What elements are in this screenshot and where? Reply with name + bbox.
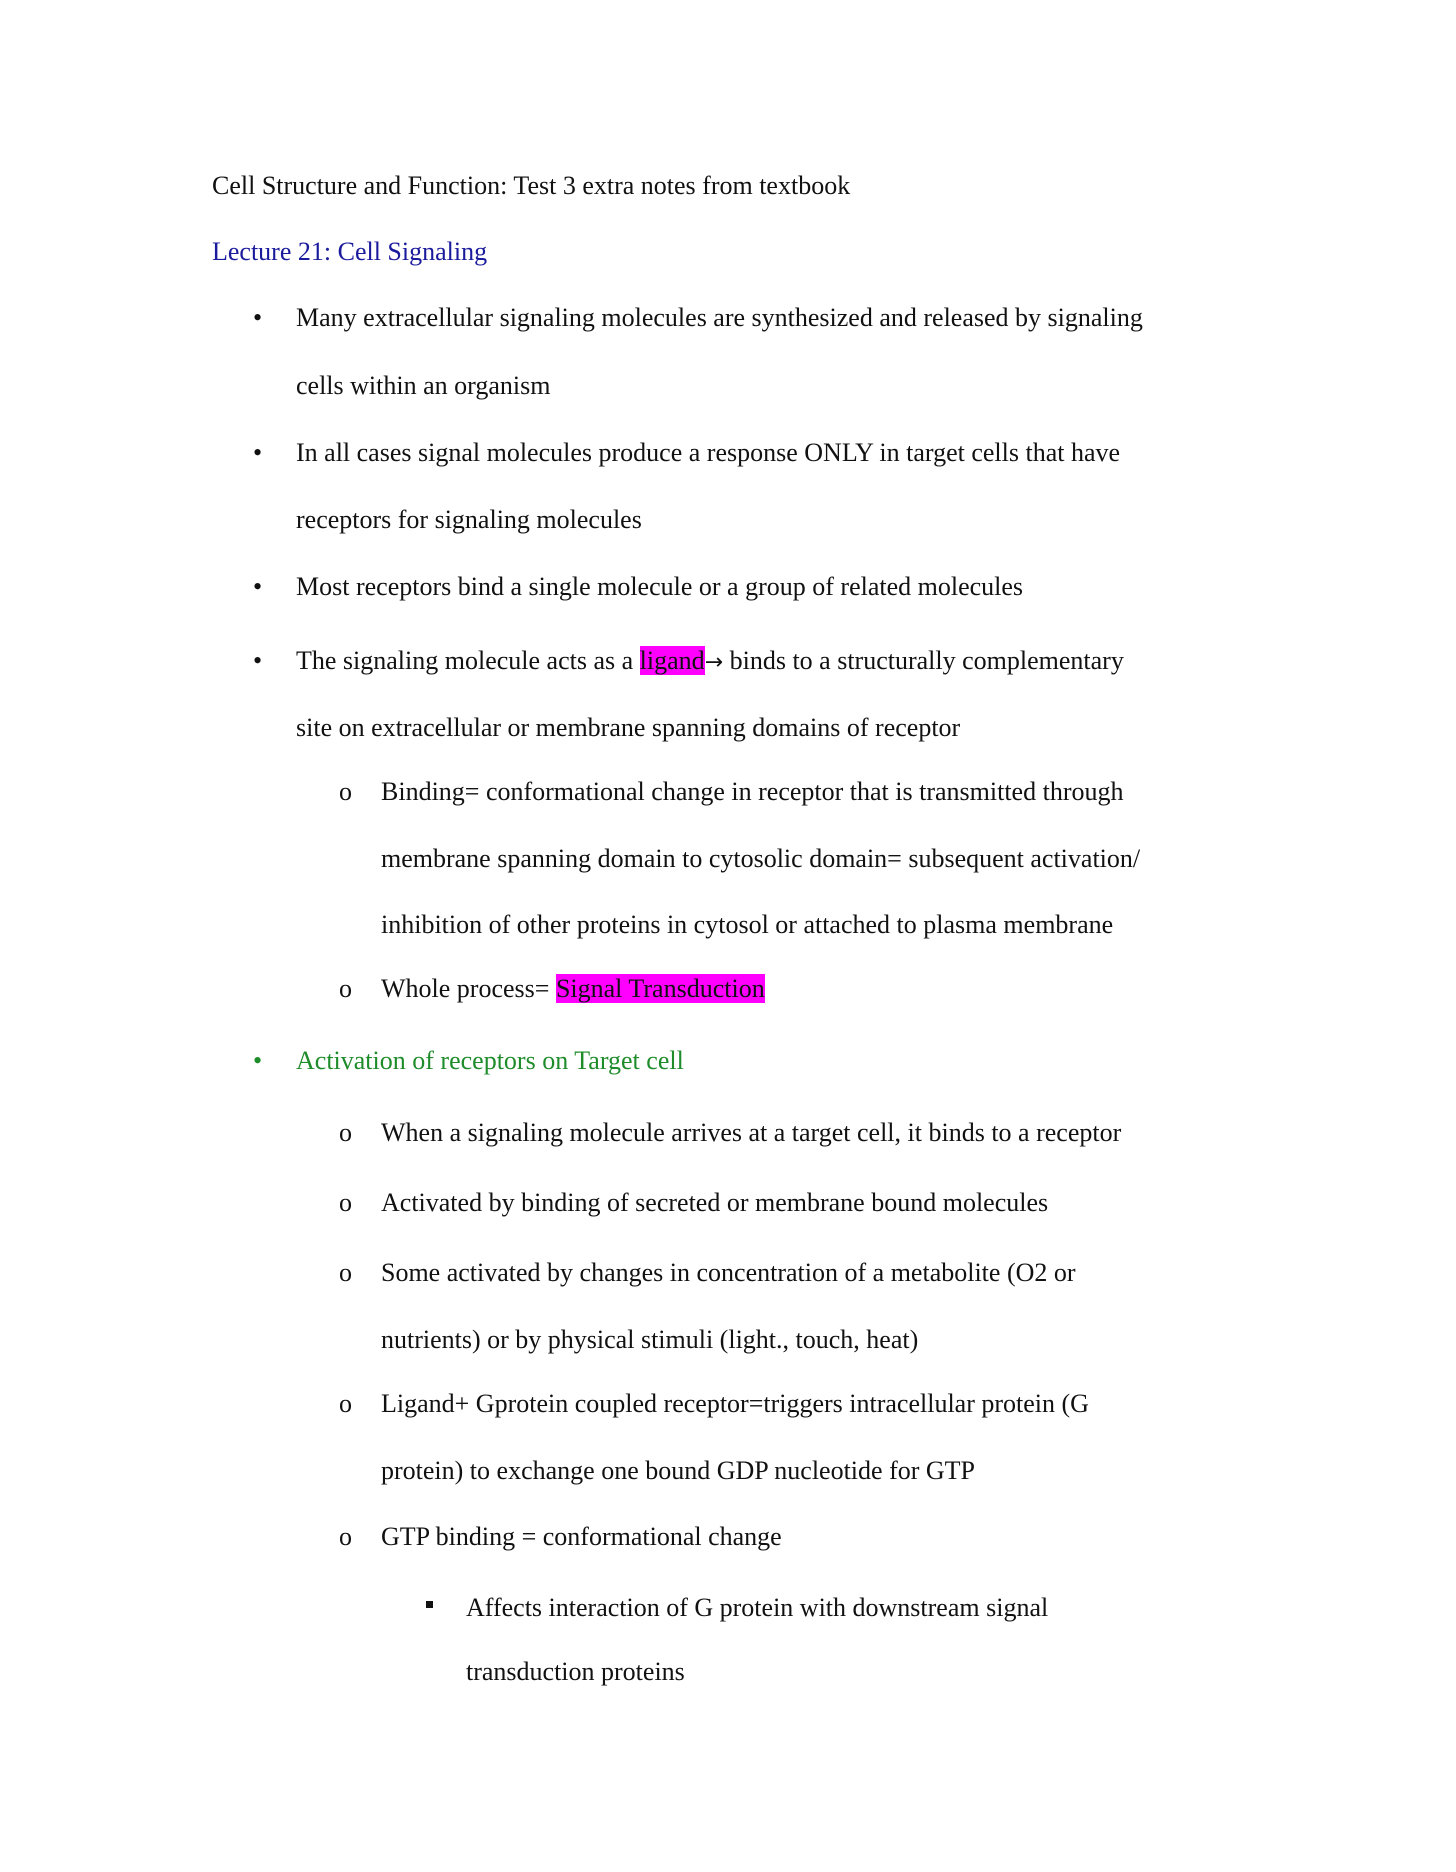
right-arrow-icon: → — [704, 650, 724, 675]
sub-bullet-marker: o — [339, 777, 352, 806]
sub-bullet-marker: o — [339, 974, 352, 1003]
sub-5-3-line-1: Some activated by changes in concentration of a metabolite (O2 or — [381, 1258, 1076, 1287]
sub-5-3-line-2: nutrients) or by physical stimuli (light., touch, heat) — [381, 1325, 919, 1354]
sub-bullet-marker: o — [339, 1258, 352, 1287]
sub-5-1-line-1: When a signaling molecule arrives at a target cell, it binds to a receptor — [381, 1118, 1122, 1147]
sub-5-5-line-1: GTP binding = conformational change — [381, 1522, 782, 1551]
bullet-2-line-1: In all cases signal molecules produce a response ONLY in target cells that have — [296, 438, 1121, 467]
bullet-4-text-start: The signaling molecule acts as a — [296, 646, 640, 675]
sub-bullet-marker: o — [339, 1118, 352, 1147]
sub-4-1-line-3: inhibition of other proteins in cytosol or attached to plasma membrane — [381, 910, 1114, 939]
sub-bullet-marker: o — [339, 1188, 352, 1217]
bullet-1-line-1: Many extracellular signaling molecules are synthesized and released by signaling — [296, 303, 1143, 332]
sub-4-2-line-1 — [381, 973, 765, 1005]
bullet-4-text-end: binds to a structurally complementary — [723, 646, 1124, 675]
document-title: Cell Structure and Function: Test 3 extra notes from textbook — [212, 171, 851, 200]
bullet-4-line-2: site on extracellular or membrane spanning domains of receptor — [296, 713, 961, 742]
sub-5-4-line-2: protein) to exchange one bound GDP nucleotide for GTP — [381, 1456, 976, 1485]
sub-4-1-line-2: membrane spanning domain to cytosolic domain= subsequent activation/ — [381, 844, 1141, 873]
bullet-1-line-2: cells within an organism — [296, 371, 551, 400]
sub-5-2-line-1: Activated by binding of secreted or membrane bound molecules — [381, 1188, 1049, 1217]
sub-4-1-line-1: Binding= conformational change in receptor that is transmitted through — [381, 777, 1124, 806]
square-bullet-icon — [426, 1601, 433, 1608]
subsub-5-5a-line-1: Affects interaction of G protein with downstream signal — [466, 1593, 1049, 1622]
lecture-heading: Lecture 21: Cell Signaling — [212, 237, 488, 266]
whole-process-label: Whole process= — [381, 974, 556, 1003]
bullet-marker: • — [253, 646, 263, 675]
bullet-marker: • — [253, 572, 263, 601]
sub-bullet-marker: o — [339, 1522, 352, 1551]
bullet-marker: • — [253, 303, 263, 332]
sub-bullet-marker: o — [339, 1389, 352, 1418]
bullet-2-line-2: receptors for signaling molecules — [296, 505, 642, 534]
bullet-marker: • — [253, 438, 263, 467]
sub-5-4-line-1: Ligand+ Gprotein coupled receptor=triggers intracellular protein (G — [381, 1389, 1089, 1418]
bullet-4-line-1 — [296, 645, 1124, 679]
bullet-3-line-1: Most receptors bind a single molecule or a group of related molecules — [296, 572, 1024, 601]
signal-transduction-highlight: Signal Transduction — [555, 974, 765, 1003]
ligand-highlight: ligand — [639, 646, 705, 675]
bullet-5-line-1: Activation of receptors on Target cell — [296, 1046, 684, 1075]
subsub-5-5a-line-2: transduction proteins — [466, 1657, 685, 1686]
bullet-marker: • — [253, 1046, 263, 1075]
